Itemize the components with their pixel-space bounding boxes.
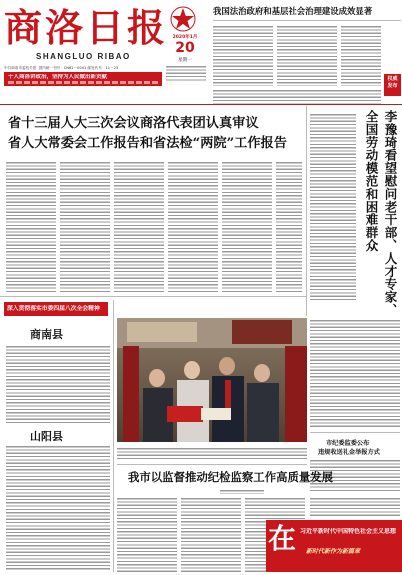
bottom-headline: 我市以监督推动纪检监察工作高质量发展 xyxy=(128,470,334,484)
top-article-col3 xyxy=(341,24,381,86)
top-banner xyxy=(4,72,162,86)
photo-caption xyxy=(117,446,307,460)
bottom-article-col4 xyxy=(310,496,400,518)
mid-right-title-2: 违规收送礼金举报方式 xyxy=(318,449,380,456)
footer-sub-text: 新时代新作为新篇章 xyxy=(306,548,361,555)
authority-badge xyxy=(384,74,401,96)
date-day: 20 xyxy=(175,40,195,56)
sponsor-line xyxy=(4,66,164,71)
top-banner-text: 千人商洛讲政治，坚持为人民做出新贡献 xyxy=(8,74,108,80)
top-headline: 我国法治政府和基层社会治理建设成效显著 xyxy=(213,6,373,16)
vertical-article-text xyxy=(310,112,356,302)
weekday: 星期一 xyxy=(178,58,192,63)
sponsor-text: 中共商洛市委机关报 xyxy=(4,66,37,70)
bottom-byline xyxy=(220,488,264,494)
star-emblem-icon xyxy=(170,6,196,32)
footer-banner-text: 习近平新时代中国特色社会主义思想 xyxy=(300,528,397,535)
vertical-headline: 李豫琦看望慰问老干部、人才专家、全国劳动模范和困难群众 xyxy=(364,110,398,317)
main-headline-line2: 省人大常委会工作报告和省法检“两院”工作报告 xyxy=(8,136,287,151)
section-banner-text: 深入贯彻落实市委四届八次全会精神 xyxy=(7,306,100,312)
top-article-col1 xyxy=(213,24,273,86)
footer-big-char: 在 xyxy=(268,522,297,555)
main-article-col2 xyxy=(60,160,110,292)
main-article-col5 xyxy=(222,160,272,292)
footer-banner xyxy=(266,520,402,572)
shangnan-article xyxy=(6,344,110,424)
news-photo xyxy=(117,318,307,442)
newspaper-pinyin: SHANGLUO RIBAO xyxy=(36,52,131,61)
masthead xyxy=(0,0,212,88)
mid-right-title-1: 市纪委监委公布 xyxy=(326,440,370,447)
top-article-col2 xyxy=(277,24,337,86)
right-mid-article-1 xyxy=(310,318,400,428)
badge-text: 权威 发布 xyxy=(387,76,398,89)
main-headline-line1: 省十三届人大三次会议商洛代表团认真审议 xyxy=(8,116,259,131)
bottom-article-col1 xyxy=(117,496,177,572)
main-article-col3 xyxy=(114,160,164,292)
main-article-col6 xyxy=(276,160,302,292)
bottom-article-col2 xyxy=(181,496,241,572)
date-year: 2020年1月 xyxy=(172,35,198,40)
county-title-shangnan: 商南县 xyxy=(30,328,63,341)
issue-details xyxy=(166,64,206,86)
newspaper-title: 商洛日报 xyxy=(4,5,169,50)
shanyang-article xyxy=(6,444,110,570)
county-title-shanyang: 山阳县 xyxy=(30,430,63,443)
main-article-col4 xyxy=(168,160,218,292)
main-article-col1 xyxy=(6,160,56,292)
issue-info: 国内统一刊号：CN61－0041 邮发代号：11－23 xyxy=(38,66,119,70)
section-banner xyxy=(4,302,108,316)
